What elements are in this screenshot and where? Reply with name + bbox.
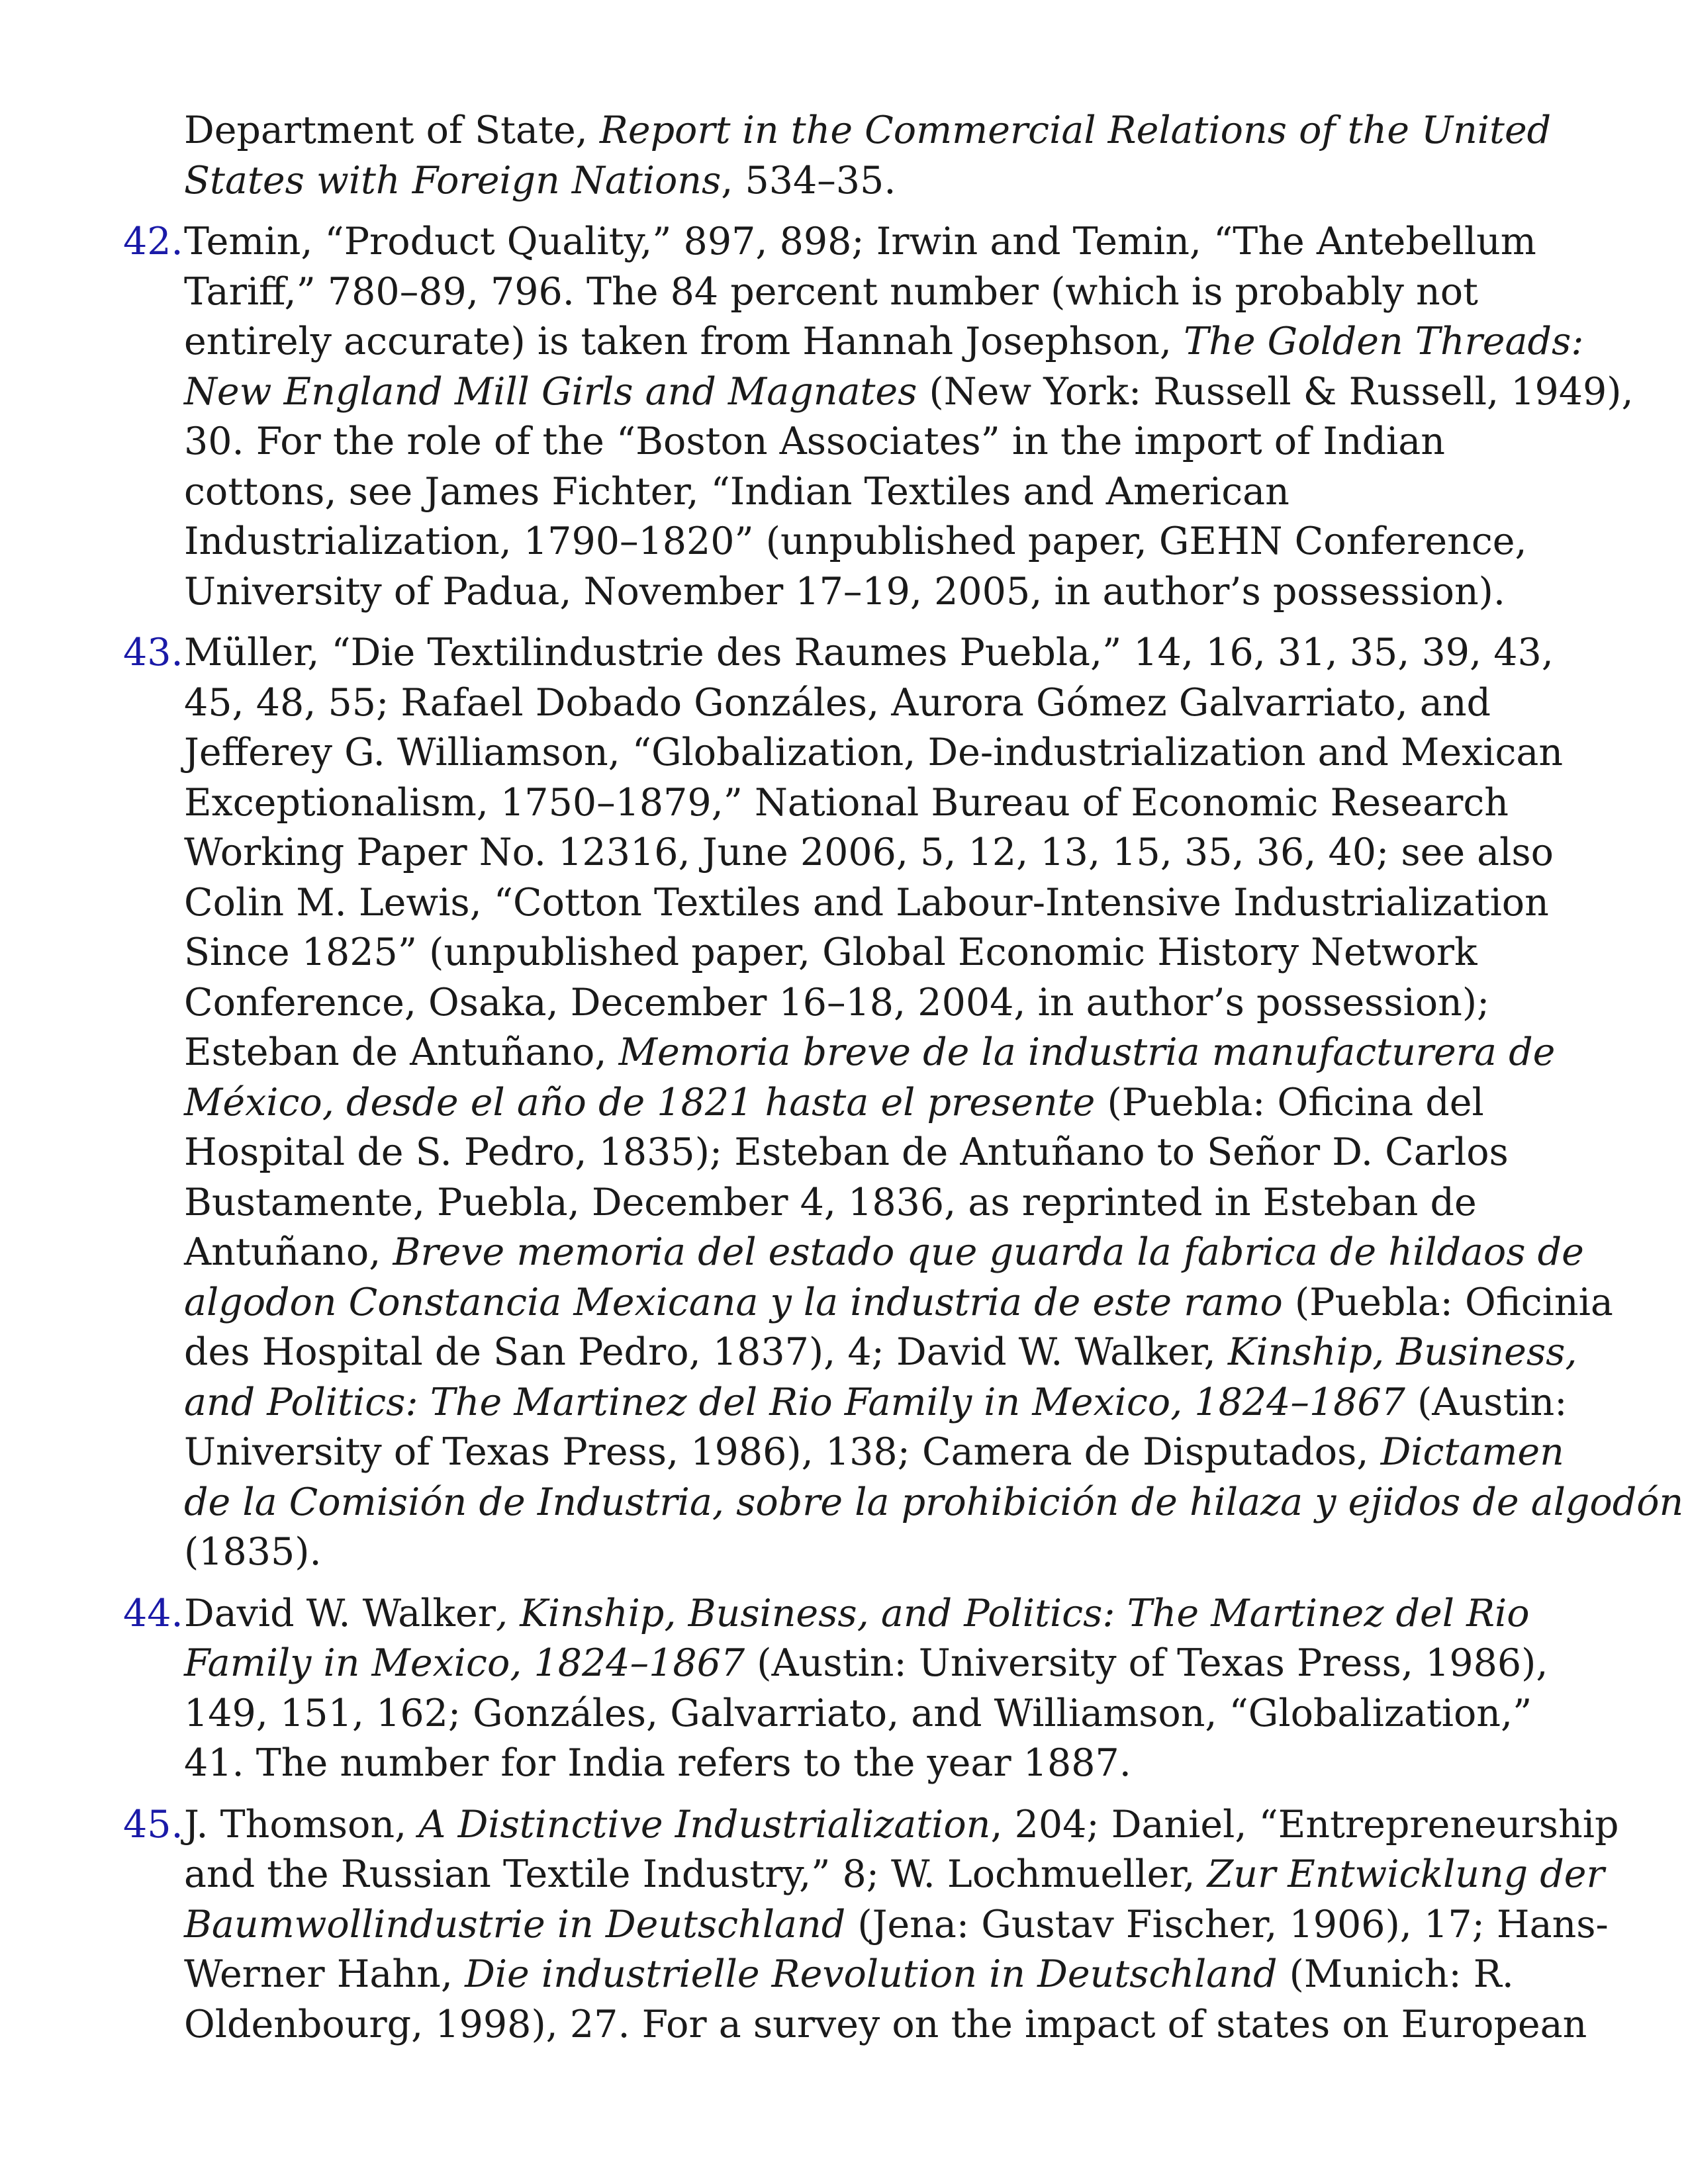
endnote-number-link[interactable]: 43. [123, 631, 183, 674]
endnote-line: (1835). [184, 1530, 322, 1574]
endnote-number-link[interactable]: 44. [123, 1591, 183, 1635]
endnote-line: 45, 48, 55; Rafael Dobado Gonzáles, Aurora Gómez Galvarriato, and [184, 680, 1491, 725]
endnote-line: Esteban de Antuñano, Memoria breve de la industria manufacturera de [184, 1030, 1556, 1074]
endnote-43 [118, 628, 1684, 1578]
endnote-42 [118, 217, 1634, 617]
endnote-line: Family in Mexico, 1824–1867 (Austin: University of Texas Press, 1986), [184, 1641, 1548, 1685]
endnote-line: Industrialization, 1790–1820” (unpublished paper, GEHN Conference, [184, 520, 1527, 563]
endnote-line: des Hospital de San Pedro, 1837), 4; David W. Walker, Kinship, Business, [184, 1330, 1577, 1374]
endnote-line: Exceptionalism, 1750–1879,” National Bureau of Economic Research [184, 780, 1509, 825]
endnote-line: Jefferey G. Williamson, “Globalization, De-industrialization and Mexican [184, 731, 1564, 774]
endnote-line: Baumwollindustrie in Deutschland (Jena: Gustav Fischer, 1906), 17; Hans- [184, 1902, 1609, 1946]
endnote-line: Hospital de S. Pedro, 1835); Esteban de Antuñano to Señor D. Carlos [184, 1130, 1509, 1174]
endnote-line: University of Texas Press, 1986), 138; Camera de Disputados, Dictamen [184, 1430, 1564, 1474]
endnote-line: Conference, Osaka, December 16–18, 2004, in author’s possession); [184, 980, 1490, 1024]
endnote-line: J. Thomson, A Distinctive Industrialization, 204; Daniel, “Entrepreneurship [184, 1802, 1619, 1846]
endnote-line: Tariff,” 780–89, 796. The 84 percent number (which is probably not [184, 269, 1478, 314]
endnote-line: México, desde el año de 1821 hasta el presente (Puebla: Oficina del [184, 1080, 1484, 1124]
endnote-line: Bustamente, Puebla, December 4, 1836, as reprinted in Esteban de [184, 1180, 1477, 1224]
endnote-line: entirely accurate) is taken from Hannah Josephson, The Golden Threads: [184, 320, 1584, 363]
endnote-continuation [118, 106, 1574, 206]
endnotes-page [118, 106, 1684, 2061]
endnote-line: and Politics: The Martinez del Rio Family in Mexico, 1824–1867 (Austin: [184, 1380, 1568, 1424]
endnote-number-link[interactable]: 42. [123, 220, 183, 263]
endnote-line: Colin M. Lewis, “Cotton Textiles and Labour-Intensive Industrialization [184, 880, 1549, 925]
endnote-line: 30. For the role of the “Boston Associates” in the import of Indian [184, 420, 1445, 463]
endnote-line: Werner Hahn, Die industrielle Revolution in Deutschland (Munich: R. [184, 1952, 1514, 1996]
endnote-line: New England Mill Girls and Magnates (New York: Russell & Russell, 1949), [184, 369, 1634, 414]
endnote-line: States with Foreign Nations, 534–35. [184, 158, 896, 203]
endnote-line: Working Paper No. 12316, June 2006, 5, 12, 13, 15, 35, 36, 40; see also [184, 831, 1554, 874]
endnote-line: 149, 151, 162; Gonzáles, Galvarriato, and Williamson, “Globalization,” [184, 1691, 1532, 1735]
endnote-line: Temin, “Product Quality,” 897, 898; Irwin and Temin, “The Antebellum [184, 220, 1536, 263]
endnote-44 [118, 1589, 1574, 1789]
endnote-line: University of Padua, November 17–19, 2005, in author’s possession). [184, 569, 1506, 614]
endnote-line: and the Russian Textile Industry,” 8; W. Lochmueller, Zur Entwicklung der [184, 1852, 1605, 1896]
endnote-line: cottons, see James Fichter, “Indian Textiles and American [184, 469, 1289, 514]
endnote-line: Department of State, Report in the Commercial Relations of the United [184, 109, 1552, 152]
endnote-line: Since 1825” (unpublished paper, Global Economic History Network [184, 931, 1477, 974]
endnote-number-link[interactable]: 45. [123, 1802, 183, 1846]
endnote-line: 41. The number for India refers to the year 1887. [184, 1741, 1131, 1785]
endnote-45 [118, 1800, 1619, 2050]
endnote-line: algodon Constancia Mexicana y la industria de este ramo (Puebla: Oficinia [184, 1280, 1613, 1324]
endnote-line: David W. Walker, Kinship, Business, and Politics: The Martinez del Rio [184, 1591, 1530, 1635]
endnote-line: Müller, “Die Textilindustrie des Raumes Puebla,” 14, 16, 31, 35, 39, 43, [184, 631, 1554, 674]
endnote-line: de la Comisión de Industria, sobre la prohibición de hilaza y ejidos de algodón [184, 1480, 1684, 1524]
endnote-line: Antuñano, Breve memoria del estado que guarda la fabrica de hildaos de [184, 1230, 1584, 1274]
endnote-line: Oldenbourg, 1998), 27. For a survey on the impact of states on European [184, 2002, 1587, 2046]
